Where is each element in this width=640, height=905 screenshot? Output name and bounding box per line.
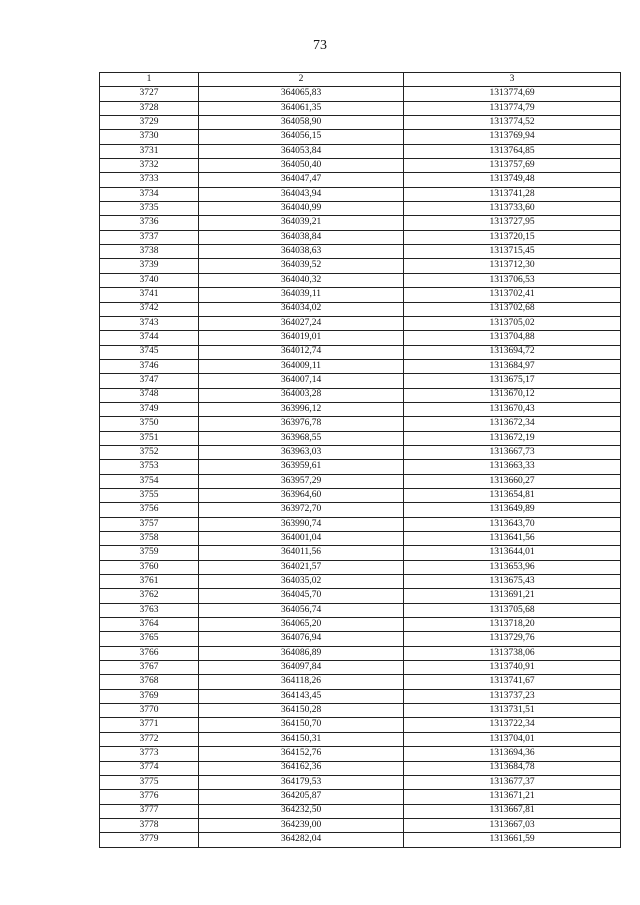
point-number-cell: 3774 [100, 761, 199, 775]
x-coordinate-cell: 364043,94 [199, 187, 404, 201]
x-coordinate-cell: 363996,12 [199, 402, 404, 416]
y-coordinate-cell: 1313671,21 [404, 790, 621, 804]
y-coordinate-cell: 1313667,03 [404, 818, 621, 832]
table-row [100, 359, 621, 373]
x-coordinate-cell: 364118,26 [199, 675, 404, 689]
y-coordinate-cell: 1313667,73 [404, 445, 621, 459]
table-row [100, 704, 621, 718]
x-coordinate-cell: 364239,00 [199, 818, 404, 832]
x-coordinate-cell: 364205,87 [199, 790, 404, 804]
table-row [100, 331, 621, 345]
y-coordinate-cell: 1313694,36 [404, 747, 621, 761]
x-coordinate-cell: 364076,94 [199, 632, 404, 646]
x-coordinate-cell: 364040,32 [199, 273, 404, 287]
y-coordinate-cell: 1313667,81 [404, 804, 621, 818]
y-coordinate-cell: 1313660,27 [404, 474, 621, 488]
point-number-cell: 3729 [100, 116, 199, 130]
y-coordinate-cell: 1313774,69 [404, 87, 621, 101]
point-number-cell: 3759 [100, 546, 199, 560]
y-coordinate-cell: 1313705,68 [404, 603, 621, 617]
point-number-cell: 3770 [100, 704, 199, 718]
table-row [100, 661, 621, 675]
table-row [100, 804, 621, 818]
x-coordinate-cell: 364040,99 [199, 202, 404, 216]
point-number-cell: 3773 [100, 747, 199, 761]
y-coordinate-cell: 1313715,45 [404, 245, 621, 259]
point-number-cell: 3766 [100, 646, 199, 660]
point-number-cell: 3764 [100, 618, 199, 632]
table-row [100, 302, 621, 316]
table-row [100, 445, 621, 459]
point-number-cell: 3777 [100, 804, 199, 818]
table-row [100, 632, 621, 646]
y-coordinate-cell: 1313774,79 [404, 101, 621, 115]
x-coordinate-cell: 363957,29 [199, 474, 404, 488]
point-number-cell: 3735 [100, 202, 199, 216]
y-coordinate-cell: 1313727,95 [404, 216, 621, 230]
x-coordinate-cell: 364003,28 [199, 388, 404, 402]
point-number-cell: 3732 [100, 159, 199, 173]
y-coordinate-cell: 1313731,51 [404, 704, 621, 718]
x-coordinate-cell: 364045,70 [199, 589, 404, 603]
point-number-cell: 3757 [100, 517, 199, 531]
point-number-cell: 3752 [100, 445, 199, 459]
x-coordinate-cell: 364232,50 [199, 804, 404, 818]
point-number-cell: 3736 [100, 216, 199, 230]
point-number-cell: 3768 [100, 675, 199, 689]
x-coordinate-cell: 364143,45 [199, 689, 404, 703]
table-row [100, 618, 621, 632]
y-coordinate-cell: 1313729,76 [404, 632, 621, 646]
x-coordinate-cell: 364150,28 [199, 704, 404, 718]
coordinates-table [99, 72, 621, 848]
x-coordinate-cell: 364282,04 [199, 833, 404, 847]
point-number-cell: 3751 [100, 431, 199, 445]
point-number-cell: 3762 [100, 589, 199, 603]
table-row [100, 474, 621, 488]
y-coordinate-cell: 1313705,02 [404, 316, 621, 330]
point-number-cell: 3747 [100, 374, 199, 388]
point-number-cell: 3734 [100, 187, 199, 201]
y-coordinate-cell: 1313649,89 [404, 503, 621, 517]
y-coordinate-cell: 1313702,68 [404, 302, 621, 316]
x-coordinate-cell: 363959,61 [199, 460, 404, 474]
table-row [100, 87, 621, 101]
x-coordinate-cell: 364009,11 [199, 359, 404, 373]
x-coordinate-cell: 364019,01 [199, 331, 404, 345]
column-header-2: 2 [199, 73, 404, 87]
table-row [100, 144, 621, 158]
point-number-cell: 3741 [100, 288, 199, 302]
x-coordinate-cell: 363990,74 [199, 517, 404, 531]
point-number-cell: 3753 [100, 460, 199, 474]
table-row [100, 589, 621, 603]
point-number-cell: 3775 [100, 775, 199, 789]
point-number-cell: 3763 [100, 603, 199, 617]
y-coordinate-cell: 1313677,37 [404, 775, 621, 789]
table-row [100, 675, 621, 689]
table-row [100, 560, 621, 574]
point-number-cell: 3733 [100, 173, 199, 187]
x-coordinate-cell: 364150,31 [199, 732, 404, 746]
point-number-cell: 3738 [100, 245, 199, 259]
point-number-cell: 3728 [100, 101, 199, 115]
y-coordinate-cell: 1313641,56 [404, 532, 621, 546]
table-row [100, 245, 621, 259]
point-number-cell: 3754 [100, 474, 199, 488]
x-coordinate-cell: 364007,14 [199, 374, 404, 388]
table-row [100, 402, 621, 416]
table-row [100, 575, 621, 589]
point-number-cell: 3730 [100, 130, 199, 144]
table-row [100, 718, 621, 732]
x-coordinate-cell: 364162,36 [199, 761, 404, 775]
point-number-cell: 3760 [100, 560, 199, 574]
point-number-cell: 3739 [100, 259, 199, 273]
column-header-1: 1 [100, 73, 199, 87]
x-coordinate-cell: 364011,56 [199, 546, 404, 560]
table-row [100, 417, 621, 431]
y-coordinate-cell: 1313749,48 [404, 173, 621, 187]
y-coordinate-cell: 1313702,41 [404, 288, 621, 302]
y-coordinate-cell: 1313757,69 [404, 159, 621, 173]
x-coordinate-cell: 363964,60 [199, 488, 404, 502]
x-coordinate-cell: 363976,78 [199, 417, 404, 431]
y-coordinate-cell: 1313661,59 [404, 833, 621, 847]
table-body [100, 87, 621, 847]
y-coordinate-cell: 1313733,60 [404, 202, 621, 216]
table-row [100, 818, 621, 832]
table-row [100, 230, 621, 244]
x-coordinate-cell: 364152,76 [199, 747, 404, 761]
table-row [100, 646, 621, 660]
y-coordinate-cell: 1313740,91 [404, 661, 621, 675]
x-coordinate-cell: 364035,02 [199, 575, 404, 589]
table-row [100, 775, 621, 789]
y-coordinate-cell: 1313691,21 [404, 589, 621, 603]
x-coordinate-cell: 363968,55 [199, 431, 404, 445]
x-coordinate-cell: 364086,89 [199, 646, 404, 660]
point-number-cell: 3743 [100, 316, 199, 330]
x-coordinate-cell: 364047,47 [199, 173, 404, 187]
y-coordinate-cell: 1313684,78 [404, 761, 621, 775]
x-coordinate-cell: 364053,84 [199, 144, 404, 158]
x-coordinate-cell: 364027,24 [199, 316, 404, 330]
point-number-cell: 3778 [100, 818, 199, 832]
y-coordinate-cell: 1313741,67 [404, 675, 621, 689]
table-row [100, 761, 621, 775]
y-coordinate-cell: 1313769,94 [404, 130, 621, 144]
y-coordinate-cell: 1313663,33 [404, 460, 621, 474]
x-coordinate-cell: 364021,57 [199, 560, 404, 574]
table-row [100, 316, 621, 330]
x-coordinate-cell: 364039,52 [199, 259, 404, 273]
x-coordinate-cell: 364065,20 [199, 618, 404, 632]
y-coordinate-cell: 1313684,97 [404, 359, 621, 373]
y-coordinate-cell: 1313653,96 [404, 560, 621, 574]
point-number-cell: 3742 [100, 302, 199, 316]
y-coordinate-cell: 1313712,30 [404, 259, 621, 273]
table-row [100, 603, 621, 617]
table-row [100, 747, 621, 761]
x-coordinate-cell: 364039,11 [199, 288, 404, 302]
x-coordinate-cell: 364097,84 [199, 661, 404, 675]
y-coordinate-cell: 1313643,70 [404, 517, 621, 531]
table-row [100, 273, 621, 287]
table-row [100, 173, 621, 187]
table-row [100, 546, 621, 560]
point-number-cell: 3746 [100, 359, 199, 373]
y-coordinate-cell: 1313720,15 [404, 230, 621, 244]
y-coordinate-cell: 1313706,53 [404, 273, 621, 287]
x-coordinate-cell: 364179,53 [199, 775, 404, 789]
point-number-cell: 3745 [100, 345, 199, 359]
table-header-row [100, 73, 621, 87]
table-row [100, 790, 621, 804]
x-coordinate-cell: 364150,70 [199, 718, 404, 732]
y-coordinate-cell: 1313694,72 [404, 345, 621, 359]
table-row [100, 460, 621, 474]
column-header-3: 3 [404, 73, 621, 87]
table-row [100, 488, 621, 502]
y-coordinate-cell: 1313718,20 [404, 618, 621, 632]
table-row [100, 101, 621, 115]
x-coordinate-cell: 363963,03 [199, 445, 404, 459]
y-coordinate-cell: 1313764,85 [404, 144, 621, 158]
point-number-cell: 3750 [100, 417, 199, 431]
point-number-cell: 3731 [100, 144, 199, 158]
table-row [100, 216, 621, 230]
point-number-cell: 3755 [100, 488, 199, 502]
table-row [100, 130, 621, 144]
x-coordinate-cell: 363972,70 [199, 503, 404, 517]
table-row [100, 732, 621, 746]
x-coordinate-cell: 364034,02 [199, 302, 404, 316]
y-coordinate-cell: 1313644,01 [404, 546, 621, 560]
table-row [100, 187, 621, 201]
table-row [100, 288, 621, 302]
point-number-cell: 3779 [100, 833, 199, 847]
x-coordinate-cell: 364058,90 [199, 116, 404, 130]
point-number-cell: 3765 [100, 632, 199, 646]
y-coordinate-cell: 1313675,43 [404, 575, 621, 589]
x-coordinate-cell: 364001,04 [199, 532, 404, 546]
page-number: 73 [313, 38, 327, 53]
point-number-cell: 3737 [100, 230, 199, 244]
table-row [100, 374, 621, 388]
y-coordinate-cell: 1313670,43 [404, 402, 621, 416]
table-row [100, 259, 621, 273]
table-row [100, 116, 621, 130]
table-row [100, 159, 621, 173]
table-row [100, 388, 621, 402]
x-coordinate-cell: 364065,83 [199, 87, 404, 101]
point-number-cell: 3769 [100, 689, 199, 703]
table-row [100, 345, 621, 359]
x-coordinate-cell: 364039,21 [199, 216, 404, 230]
point-number-cell: 3767 [100, 661, 199, 675]
x-coordinate-cell: 364056,74 [199, 603, 404, 617]
point-number-cell: 3771 [100, 718, 199, 732]
y-coordinate-cell: 1313675,17 [404, 374, 621, 388]
point-number-cell: 3758 [100, 532, 199, 546]
table-row [100, 689, 621, 703]
x-coordinate-cell: 364050,40 [199, 159, 404, 173]
point-number-cell: 3749 [100, 402, 199, 416]
y-coordinate-cell: 1313670,12 [404, 388, 621, 402]
point-number-cell: 3748 [100, 388, 199, 402]
x-coordinate-cell: 364056,15 [199, 130, 404, 144]
point-number-cell: 3744 [100, 331, 199, 345]
x-coordinate-cell: 364012,74 [199, 345, 404, 359]
y-coordinate-cell: 1313738,06 [404, 646, 621, 660]
point-number-cell: 3761 [100, 575, 199, 589]
y-coordinate-cell: 1313741,28 [404, 187, 621, 201]
table-row [100, 833, 621, 847]
y-coordinate-cell: 1313737,23 [404, 689, 621, 703]
table-row [100, 532, 621, 546]
y-coordinate-cell: 1313774,52 [404, 116, 621, 130]
point-number-cell: 3740 [100, 273, 199, 287]
x-coordinate-cell: 364061,35 [199, 101, 404, 115]
table-row [100, 431, 621, 445]
table-row [100, 503, 621, 517]
point-number-cell: 3776 [100, 790, 199, 804]
point-number-cell: 3727 [100, 87, 199, 101]
point-number-cell: 3772 [100, 732, 199, 746]
y-coordinate-cell: 1313672,19 [404, 431, 621, 445]
x-coordinate-cell: 364038,63 [199, 245, 404, 259]
y-coordinate-cell: 1313654,81 [404, 488, 621, 502]
y-coordinate-cell: 1313704,01 [404, 732, 621, 746]
table-row [100, 202, 621, 216]
y-coordinate-cell: 1313722,34 [404, 718, 621, 732]
y-coordinate-cell: 1313672,34 [404, 417, 621, 431]
point-number-cell: 3756 [100, 503, 199, 517]
table-row [100, 517, 621, 531]
y-coordinate-cell: 1313704,88 [404, 331, 621, 345]
x-coordinate-cell: 364038,84 [199, 230, 404, 244]
